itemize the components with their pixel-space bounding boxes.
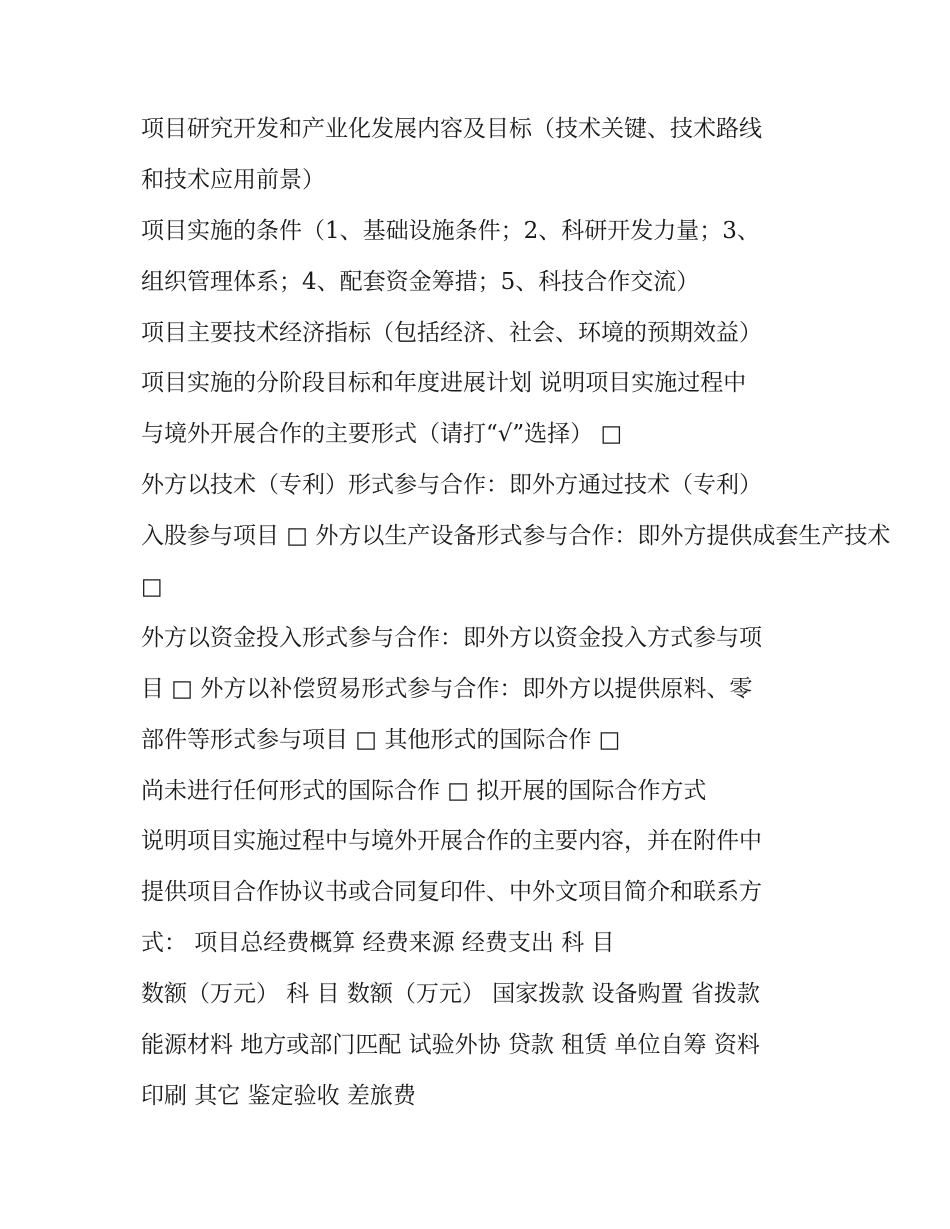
- text-line: 提供项目合作协议书或合同复印件、中外文项目简介和联系方: [141, 879, 762, 906]
- text-line: 说明项目实施过程中与境外开展合作的主要内容，并在附件中: [141, 828, 762, 855]
- text-line: 能源材料 地方或部门匹配 试验外协 贷款 租赁 单位自筹 资料: [141, 1032, 760, 1059]
- text-line: 和技术应用前景）: [141, 166, 325, 193]
- text-line: 外方以资金投入形式参与合作：即外方以资金投入方式参与项: [141, 624, 762, 651]
- text-line: 数额（万元） 科 目 数额（万元） 国家拨款 设备购置 省拨款: [141, 981, 760, 1008]
- text-line: 项目研究开发和产业化发展内容及目标（技术关键、技术路线: [141, 116, 762, 142]
- text-line: 项目实施的分阶段目标和年度进展计划 说明项目实施过程中: [141, 370, 747, 397]
- text-line: 组织管理体系；4、配套资金筹措；5、科技合作交流）: [141, 268, 700, 295]
- text-line: 部件等形式参与项目 □ 其他形式的国际合作 □: [141, 726, 621, 753]
- text-line: 与境外开展合作的主要形式（请打“√”选择） □: [141, 421, 623, 448]
- text-line: □: [141, 574, 163, 601]
- text-line: 印刷 其它 鉴定验收 差旅费: [141, 1082, 416, 1109]
- text-line: 入股参与项目 □ 外方以生产设备形式参与合作：即外方提供成套生产技术: [141, 523, 891, 550]
- document-body: [141, 111, 950, 1129]
- text-line: 目 □ 外方以补偿贸易形式参与合作：即外方以提供原料、零: [141, 675, 753, 702]
- text-line: 项目实施的条件（1、基础设施条件；2、科研开发力量；3、: [141, 217, 760, 244]
- text-line: 外方以技术（专利）形式参与合作：即外方通过技术（专利）: [141, 472, 762, 499]
- text-line: 项目主要技术经济指标（包括经济、社会、环境的预期效益）: [141, 319, 762, 346]
- text-line: 式： 项目总经费概算 经费来源 经费支出 科 目: [141, 930, 615, 957]
- text-line: 尚未进行任何形式的国际合作 □ 拟开展的国际合作方式: [141, 777, 707, 804]
